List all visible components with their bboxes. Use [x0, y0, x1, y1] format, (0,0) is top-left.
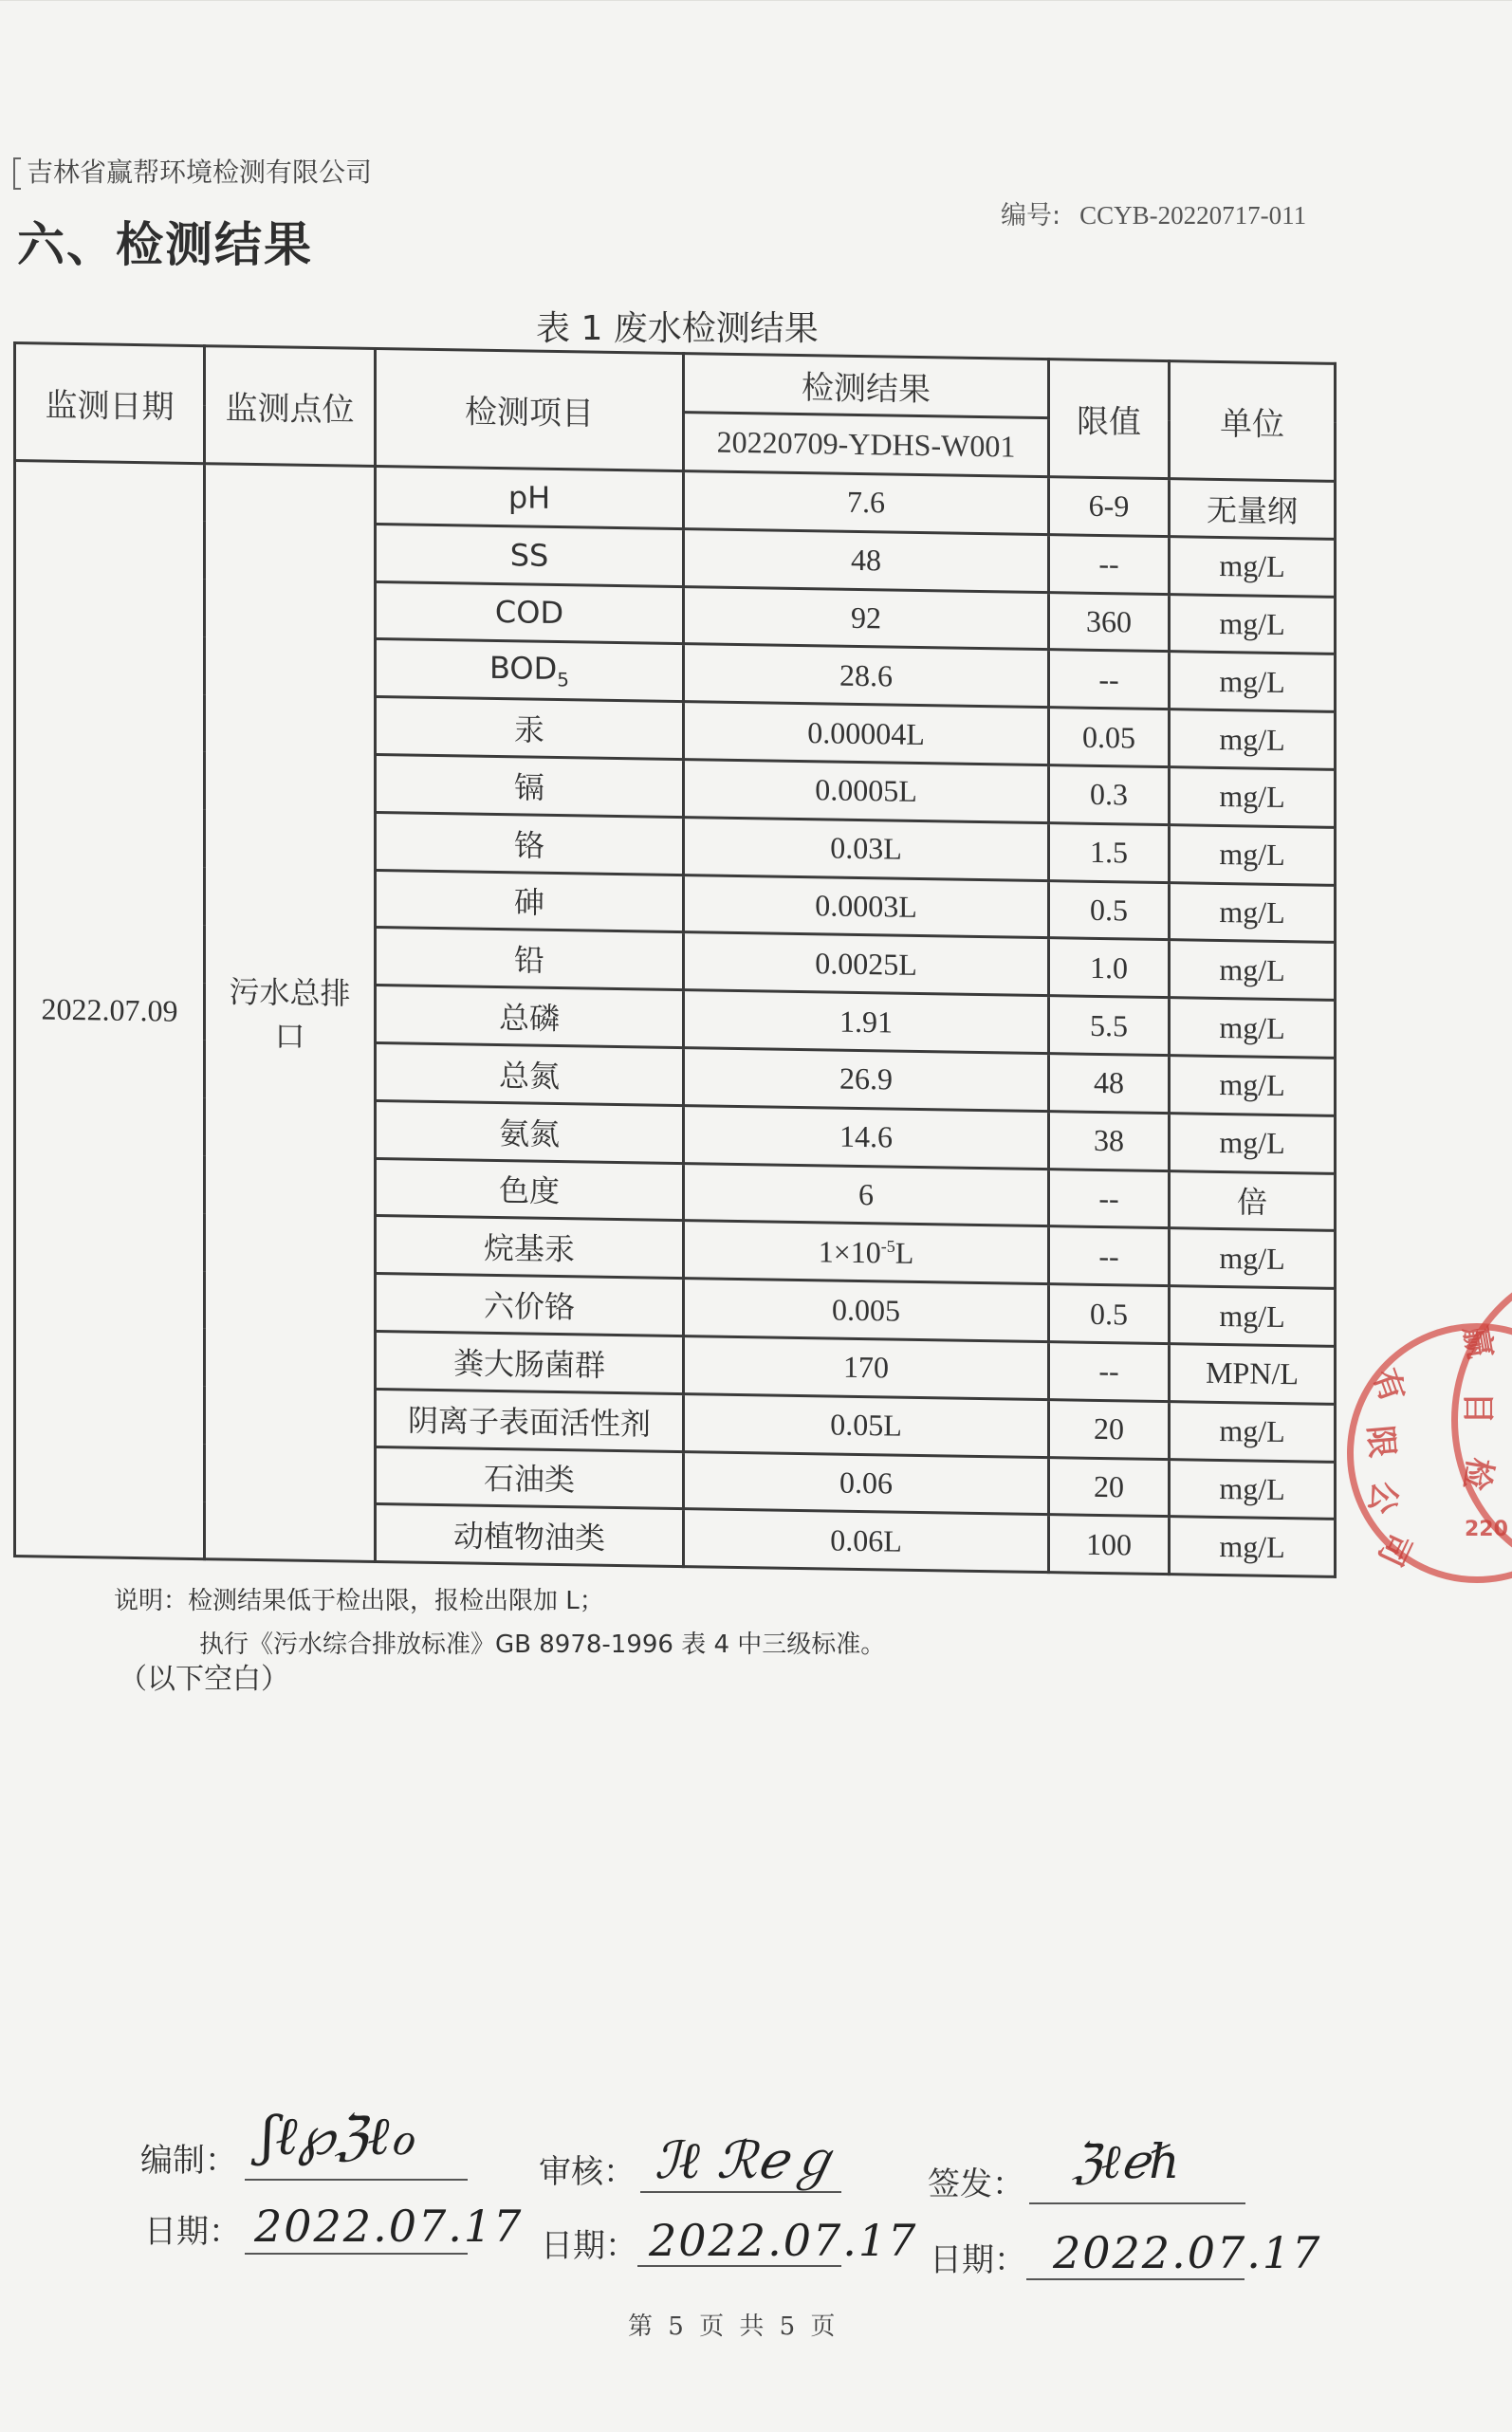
- cell-limit: 38: [1049, 1111, 1170, 1170]
- header-sample-id: 20220709-YDHS-W001: [684, 413, 1049, 477]
- cell-item: 阴离子表面活性剂: [376, 1389, 684, 1451]
- cell-point: 污水总排口: [205, 464, 376, 1562]
- cell-item: 粪大肠菌群: [376, 1331, 684, 1393]
- company-name-text: 吉林省赢帮环境检测有限公司: [27, 157, 373, 188]
- cell-result: 1.91: [684, 990, 1049, 1054]
- header-date: 监测日期: [15, 343, 205, 464]
- cell-limit: 0.3: [1049, 765, 1170, 825]
- cell-item: 六价铬: [376, 1274, 684, 1336]
- report-number-value: CCYB-20220717-011: [1079, 201, 1307, 230]
- cell-limit: 0.05: [1049, 708, 1170, 767]
- cell-result: $1\times 10^{-5}L$: [684, 1221, 1049, 1284]
- compiled-date-label: 日期：: [144, 2213, 241, 2251]
- cell-limit: 360: [1049, 592, 1170, 652]
- cell-item: 烷基汞: [376, 1216, 684, 1279]
- cell-unit: mg/L: [1170, 1113, 1336, 1173]
- reviewed-signature: ℐℓ ℛℯℊ: [655, 2130, 839, 2190]
- cell-result: 0.0025L: [684, 932, 1049, 996]
- company-seal: 有 限 公 司: [1347, 1323, 1512, 1589]
- cell-result: 0.005: [684, 1279, 1049, 1342]
- reviewed-label: 审核：: [539, 2153, 636, 2191]
- compiled-line: [245, 2179, 468, 2181]
- cell-limit: 6-9: [1049, 477, 1170, 537]
- cell-limit: 0.5: [1049, 1284, 1170, 1344]
- cell-unit: mg/L: [1170, 824, 1336, 885]
- blank-below-note: （以下空白）: [119, 1663, 289, 1696]
- cell-limit: --: [1049, 1342, 1170, 1402]
- cell-limit: 48: [1049, 1054, 1170, 1114]
- compiled-date-line: [245, 2253, 468, 2255]
- page-footer: 第 5 页 共 5 页: [628, 2312, 839, 2341]
- cell-limit: 100: [1049, 1515, 1170, 1575]
- cell-unit: mg/L: [1170, 1286, 1336, 1347]
- cell-unit: mg/L: [1170, 882, 1336, 943]
- section-title: 六、检测结果: [17, 217, 313, 272]
- cell-result: 6: [684, 1163, 1049, 1226]
- cell-unit: mg/L: [1170, 1228, 1336, 1289]
- cell-unit: mg/L: [1170, 1056, 1336, 1116]
- cell-result: 26.9: [684, 1048, 1049, 1112]
- cell-limit: --: [1049, 1169, 1170, 1228]
- note-line-1: 说明：检测结果低于检出限，报检出限加 L；: [114, 1587, 604, 1615]
- header-unit: 单位: [1170, 361, 1336, 482]
- cell-limit: 20: [1049, 1399, 1170, 1459]
- header-item: 检测项目: [376, 348, 684, 470]
- results-table-wrap: [13, 341, 1337, 1578]
- cell-unit: MPN/L: [1170, 1344, 1336, 1405]
- cell-item: pH: [376, 466, 684, 528]
- header-point: 监测点位: [205, 346, 376, 467]
- compiled-signature: ʃℓ℘ℨℓℴ: [261, 2106, 415, 2167]
- company-name: [13, 152, 372, 190]
- cell-result: 92: [684, 586, 1049, 650]
- cell-result: 0.0005L: [684, 760, 1049, 823]
- cell-unit: mg/L: [1170, 767, 1336, 828]
- reviewed-date-label: 日期：: [541, 2227, 637, 2265]
- cell-item: 铅: [376, 928, 684, 990]
- issued-label: 签发：: [928, 2165, 1024, 2203]
- cell-item: 石油类: [376, 1446, 684, 1509]
- cell-unit: mg/L: [1170, 998, 1336, 1059]
- cell-result: 0.06: [684, 1451, 1049, 1515]
- table-caption: 表 1 废水检测结果: [536, 309, 819, 348]
- cell-item: 砷: [376, 870, 684, 932]
- cell-limit: 20: [1049, 1457, 1170, 1517]
- cell-item: 镉: [376, 754, 684, 817]
- cell-result: 170: [684, 1336, 1049, 1400]
- cell-item: COD: [376, 581, 684, 644]
- note-line-2: 执行《污水综合排放标准》GB 8978-1996 表 4 中三级标准。: [199, 1631, 886, 1659]
- reviewed-date: 2022.07.17: [649, 2215, 918, 2266]
- cell-result: 0.06L: [684, 1509, 1049, 1573]
- cell-result: 28.6: [684, 644, 1049, 708]
- cell-item: 汞: [376, 697, 684, 760]
- report-number: [1001, 194, 1306, 231]
- cell-result: 0.00004L: [684, 702, 1049, 765]
- inspection-seal: 赢 目 检 220: [1451, 1262, 1512, 1575]
- header-limit: 限值: [1049, 359, 1170, 479]
- report-number-label: 编号:: [1001, 201, 1061, 230]
- cell-item: $BOD_5$: [376, 639, 684, 702]
- cell-limit: --: [1049, 534, 1170, 594]
- cell-unit: mg/L: [1170, 652, 1336, 712]
- issued-date-label: 日期：: [930, 2241, 1026, 2279]
- issued-date-line: [1026, 2278, 1245, 2280]
- cell-limit: 5.5: [1049, 996, 1170, 1056]
- cell-item: 色度: [376, 1158, 684, 1221]
- compiled-label: 编制：: [140, 2142, 237, 2180]
- cell-date: 2022.07.09: [15, 461, 205, 1559]
- cell-unit: 无量纲: [1170, 479, 1336, 540]
- issued-line: [1029, 2202, 1245, 2204]
- issued-date: 2022.07.17: [1053, 2227, 1322, 2278]
- cell-limit: 1.0: [1049, 938, 1170, 998]
- notes: [114, 1579, 885, 1667]
- cell-result: 14.6: [684, 1105, 1049, 1169]
- cell-result: 48: [684, 528, 1049, 592]
- cell-limit: 1.5: [1049, 822, 1170, 882]
- cell-result: 0.03L: [684, 817, 1049, 880]
- cell-unit: 倍: [1170, 1170, 1336, 1231]
- cell-item: 总磷: [376, 986, 684, 1048]
- cell-result: 7.6: [684, 471, 1049, 535]
- cell-unit: mg/L: [1170, 594, 1336, 654]
- cell-unit: mg/L: [1170, 1517, 1336, 1577]
- results-table: [13, 341, 1337, 1578]
- cell-unit: mg/L: [1170, 940, 1336, 1001]
- cell-item: 动植物油类: [376, 1504, 684, 1567]
- compiled-date: 2022.07.17: [254, 2201, 524, 2252]
- header-result: 检测结果: [684, 354, 1049, 418]
- issued-signature: ℨℓℯℏ: [1072, 2134, 1180, 2189]
- cell-result: 0.05L: [684, 1393, 1049, 1457]
- cell-unit: mg/L: [1170, 1459, 1336, 1520]
- binding-mark: [13, 157, 21, 190]
- cell-result: 0.0003L: [684, 875, 1049, 938]
- cell-item: 氨氮: [376, 1100, 684, 1163]
- cell-limit: --: [1049, 650, 1170, 709]
- cell-unit: mg/L: [1170, 1401, 1336, 1462]
- cell-item: SS: [376, 524, 684, 586]
- cell-item: 总氮: [376, 1042, 684, 1105]
- cell-limit: 0.5: [1049, 880, 1170, 940]
- cell-item: 铬: [376, 812, 684, 875]
- cell-unit: mg/L: [1170, 536, 1336, 597]
- cell-limit: --: [1049, 1226, 1170, 1286]
- cell-unit: mg/L: [1170, 709, 1336, 770]
